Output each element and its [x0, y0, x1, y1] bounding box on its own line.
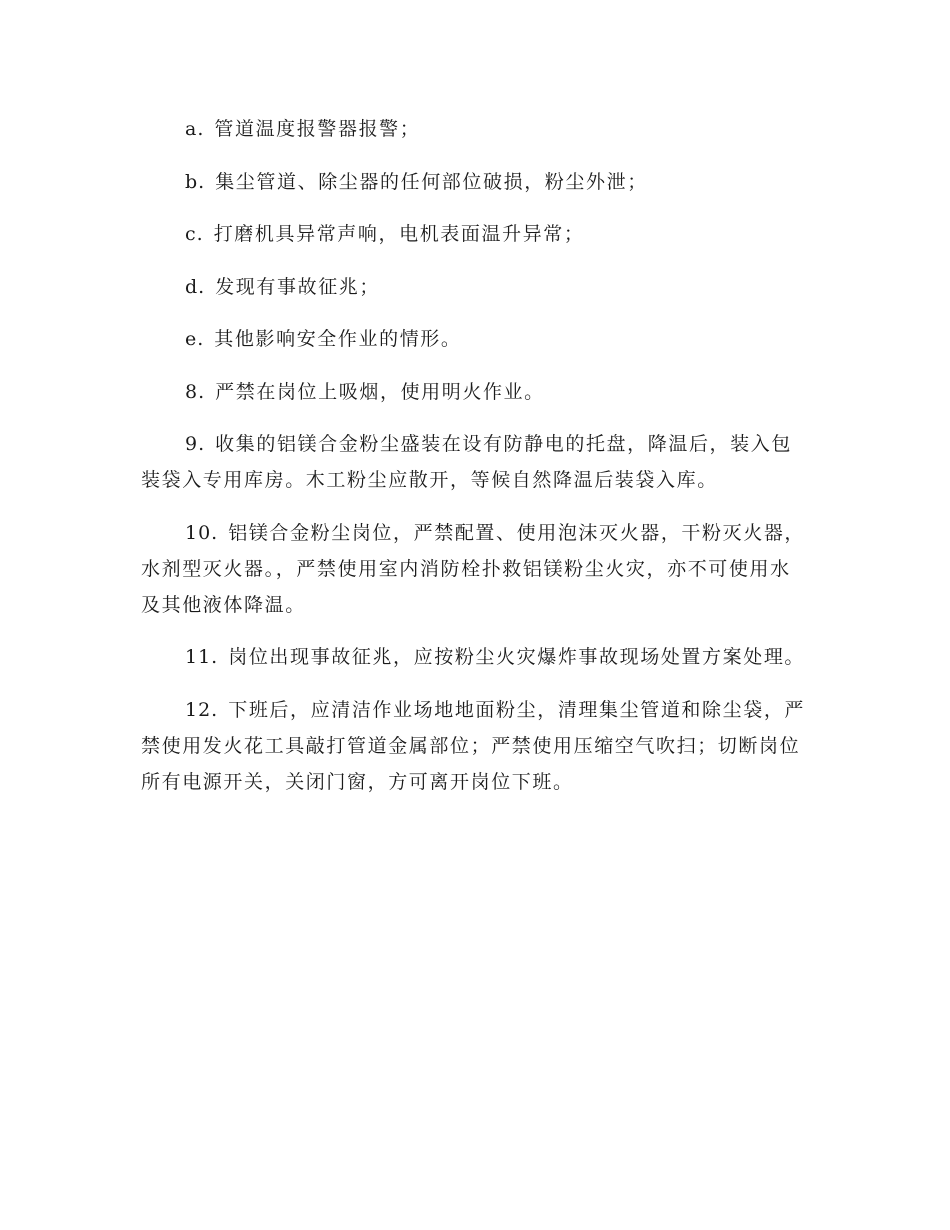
item-text: 铝镁合金粉尘岗位，严禁配置、使用泡沫灭火器，干粉灭火器，水剂型灭火器。，严禁使用室内消防栓扑救铝镁粉尘火灾，亦不可使用水及其他液体降温。	[141, 521, 806, 616]
list-item-9	[141, 426, 809, 498]
document-body	[141, 111, 809, 816]
list-item-d	[141, 269, 809, 305]
list-item-b	[141, 164, 809, 200]
list-item-12	[141, 692, 809, 800]
item-text: 岗位出现事故征兆，应按粉尘火灾爆炸事故现场处置方案处理。	[228, 646, 806, 668]
item-text: 打磨机具异常声响，电机表面温升异常；	[213, 223, 585, 245]
item-number: 9.	[185, 433, 206, 455]
item-number: 11.	[185, 646, 219, 668]
item-text: 严禁在岗位上吸烟，使用明火作业。	[215, 380, 545, 403]
item-number: 8.	[185, 380, 206, 403]
item-text: 发现有事故征兆；	[215, 275, 381, 298]
item-text: 下班后，应清洁作业场地地面粉尘，清理集尘管道和除尘袋，严禁使用发火花工具敲打管道金属部位；严禁使用压缩空气吹扫；切断岗位所有电源开关，关闭门窗，方可离开岗位下班。	[141, 698, 806, 793]
list-item-11	[141, 639, 809, 675]
item-text: 管道温度报警器报警；	[214, 118, 421, 140]
list-item-c	[141, 216, 809, 252]
item-number: 12.	[185, 698, 219, 721]
item-number: a.	[185, 118, 205, 140]
list-item-a	[141, 111, 809, 147]
list-item-8	[141, 374, 809, 410]
item-text: 收集的铝镁合金粉尘盛装在设有防静电的托盘，降温后，装入包装袋入专用库房。木工粉尘应散开，等候自然降温后装袋入库。	[141, 433, 792, 491]
item-text: 集尘管道、除尘器的任何部位破损，粉尘外泄；	[215, 170, 648, 193]
list-item-10	[141, 515, 809, 623]
item-number: b.	[185, 170, 206, 193]
list-item-e	[141, 321, 809, 357]
item-number: c.	[185, 223, 204, 245]
item-number: e.	[185, 328, 205, 350]
item-number: 10.	[185, 521, 219, 544]
item-text: 其他影响安全作业的情形。	[214, 328, 462, 350]
item-number: d.	[185, 275, 206, 298]
